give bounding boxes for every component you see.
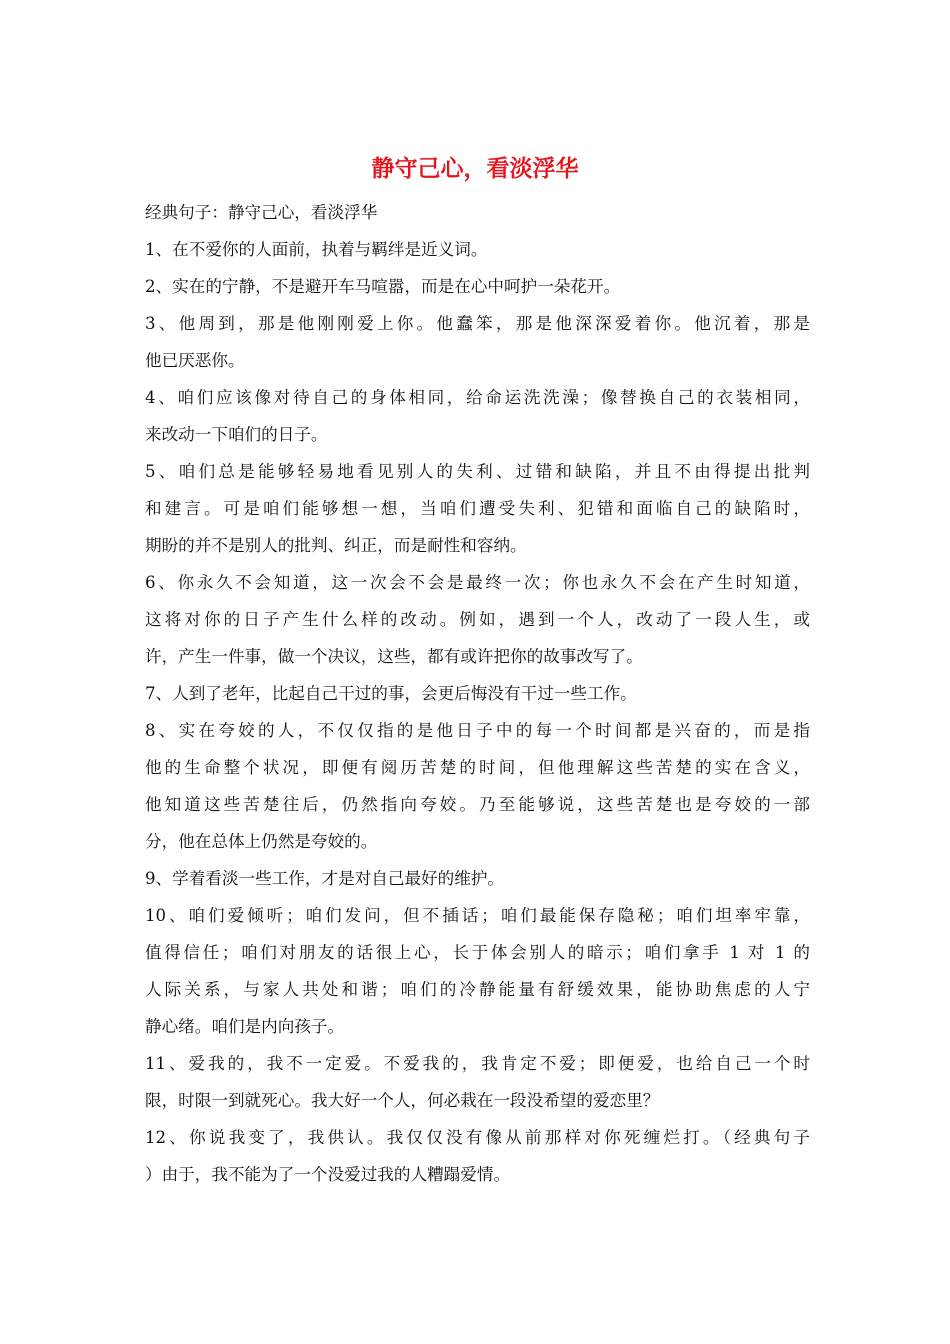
document-line: 许，产生一件事，做一个决议，这些，都有或许把你的故事改写了。 [145, 647, 643, 666]
document-line: 静心绪。咱们是内向孩子。 [145, 1017, 345, 1036]
document-line: 9、学着看淡一些工作，才是对自己最好的维护。 [145, 869, 505, 888]
document-line: 6、你永久不会知道，这一次会不会是最终一次；你也永久不会在产生时知道， [145, 573, 810, 592]
document-line: 经典句子：静守己心，看淡浮华 [145, 203, 378, 222]
document-line: 来改动一下咱们的日子。 [145, 425, 328, 444]
document-line: 值得信任；咱们对朋友的话很上心，长于体会别人的暗示；咱们拿手 1 对 1 的 [145, 943, 810, 962]
document-line: 限，时限一到就死心。我大好一个人，何必栽在一段没希望的爱恋里？ [145, 1091, 660, 1110]
document-title: 静守己心，看淡浮华 [371, 155, 579, 182]
document-line: 他知道这些苦楚往后，仍然指向夸姣。乃至能够说，这些苦楚也是夸姣的一部 [145, 795, 810, 814]
document-line: 这将对你的日子产生什么样的改动。例如，遇到一个人，改动了一段人生，或 [145, 610, 810, 629]
document-line: 3、他周到，那是他刚刚爱上你。他蠢笨，那是他深深爱着你。他沉着，那是 [145, 314, 810, 333]
document-line: 10、咱们爱倾听；咱们发问，但不插话；咱们最能保存隐秘；咱们坦率牢靠， [145, 906, 810, 925]
document-line: 2、实在的宁静，不是避开车马喧嚣，而是在心中呵护一朵花开。 [145, 277, 621, 296]
document-line: 他已厌恶你。 [145, 351, 245, 370]
document-line: 4、咱们应该像对待自己的身体相同，给命运洗洗澡；像替换自己的衣装相同， [145, 388, 810, 407]
document-line: ）由于，我不能为了一个没爱过我的人糟蹋爱情。 [145, 1165, 511, 1184]
document-line: 11、爱我的，我不一定爱。不爱我的，我肯定不爱；即便爱，也给自己一个时 [145, 1054, 810, 1073]
document-line: 7、人到了老年，比起自己干过的事，会更后悔没有干过一些工作。 [145, 684, 637, 703]
document-line: 人际关系，与家人共处和谐；咱们的冷静能量有舒缓效果，能协助焦虑的人宁 [145, 980, 810, 999]
document-body [145, 194, 810, 1193]
document-line: 5、咱们总是能够轻易地看见别人的失利、过错和缺陷，并且不由得提出批判 [145, 462, 810, 481]
document-line: 分，他在总体上仍然是夸姣的。 [145, 832, 378, 851]
document-line: 和建言。可是咱们能够想一想，当咱们遭受失利、犯错和面临自己的缺陷时， [145, 499, 810, 518]
document-line: 12、你说我变了，我供认。我仅仅没有像从前那样对你死缠烂打。（经典句子 [145, 1128, 810, 1147]
document-line: 他的生命整个状况，即便有阅历苦楚的时间，但他理解这些苦楚的实在含义， [145, 758, 810, 777]
document-line: 期盼的并不是别人的批判、纠正，而是耐性和容纳。 [145, 536, 527, 555]
document-line: 1、在不爱你的人面前，执着与羁绊是近义词。 [145, 240, 488, 259]
document-line: 8、实在夸姣的人，不仅仅指的是他日子中的每一个时间都是兴奋的，而是指 [145, 721, 810, 740]
